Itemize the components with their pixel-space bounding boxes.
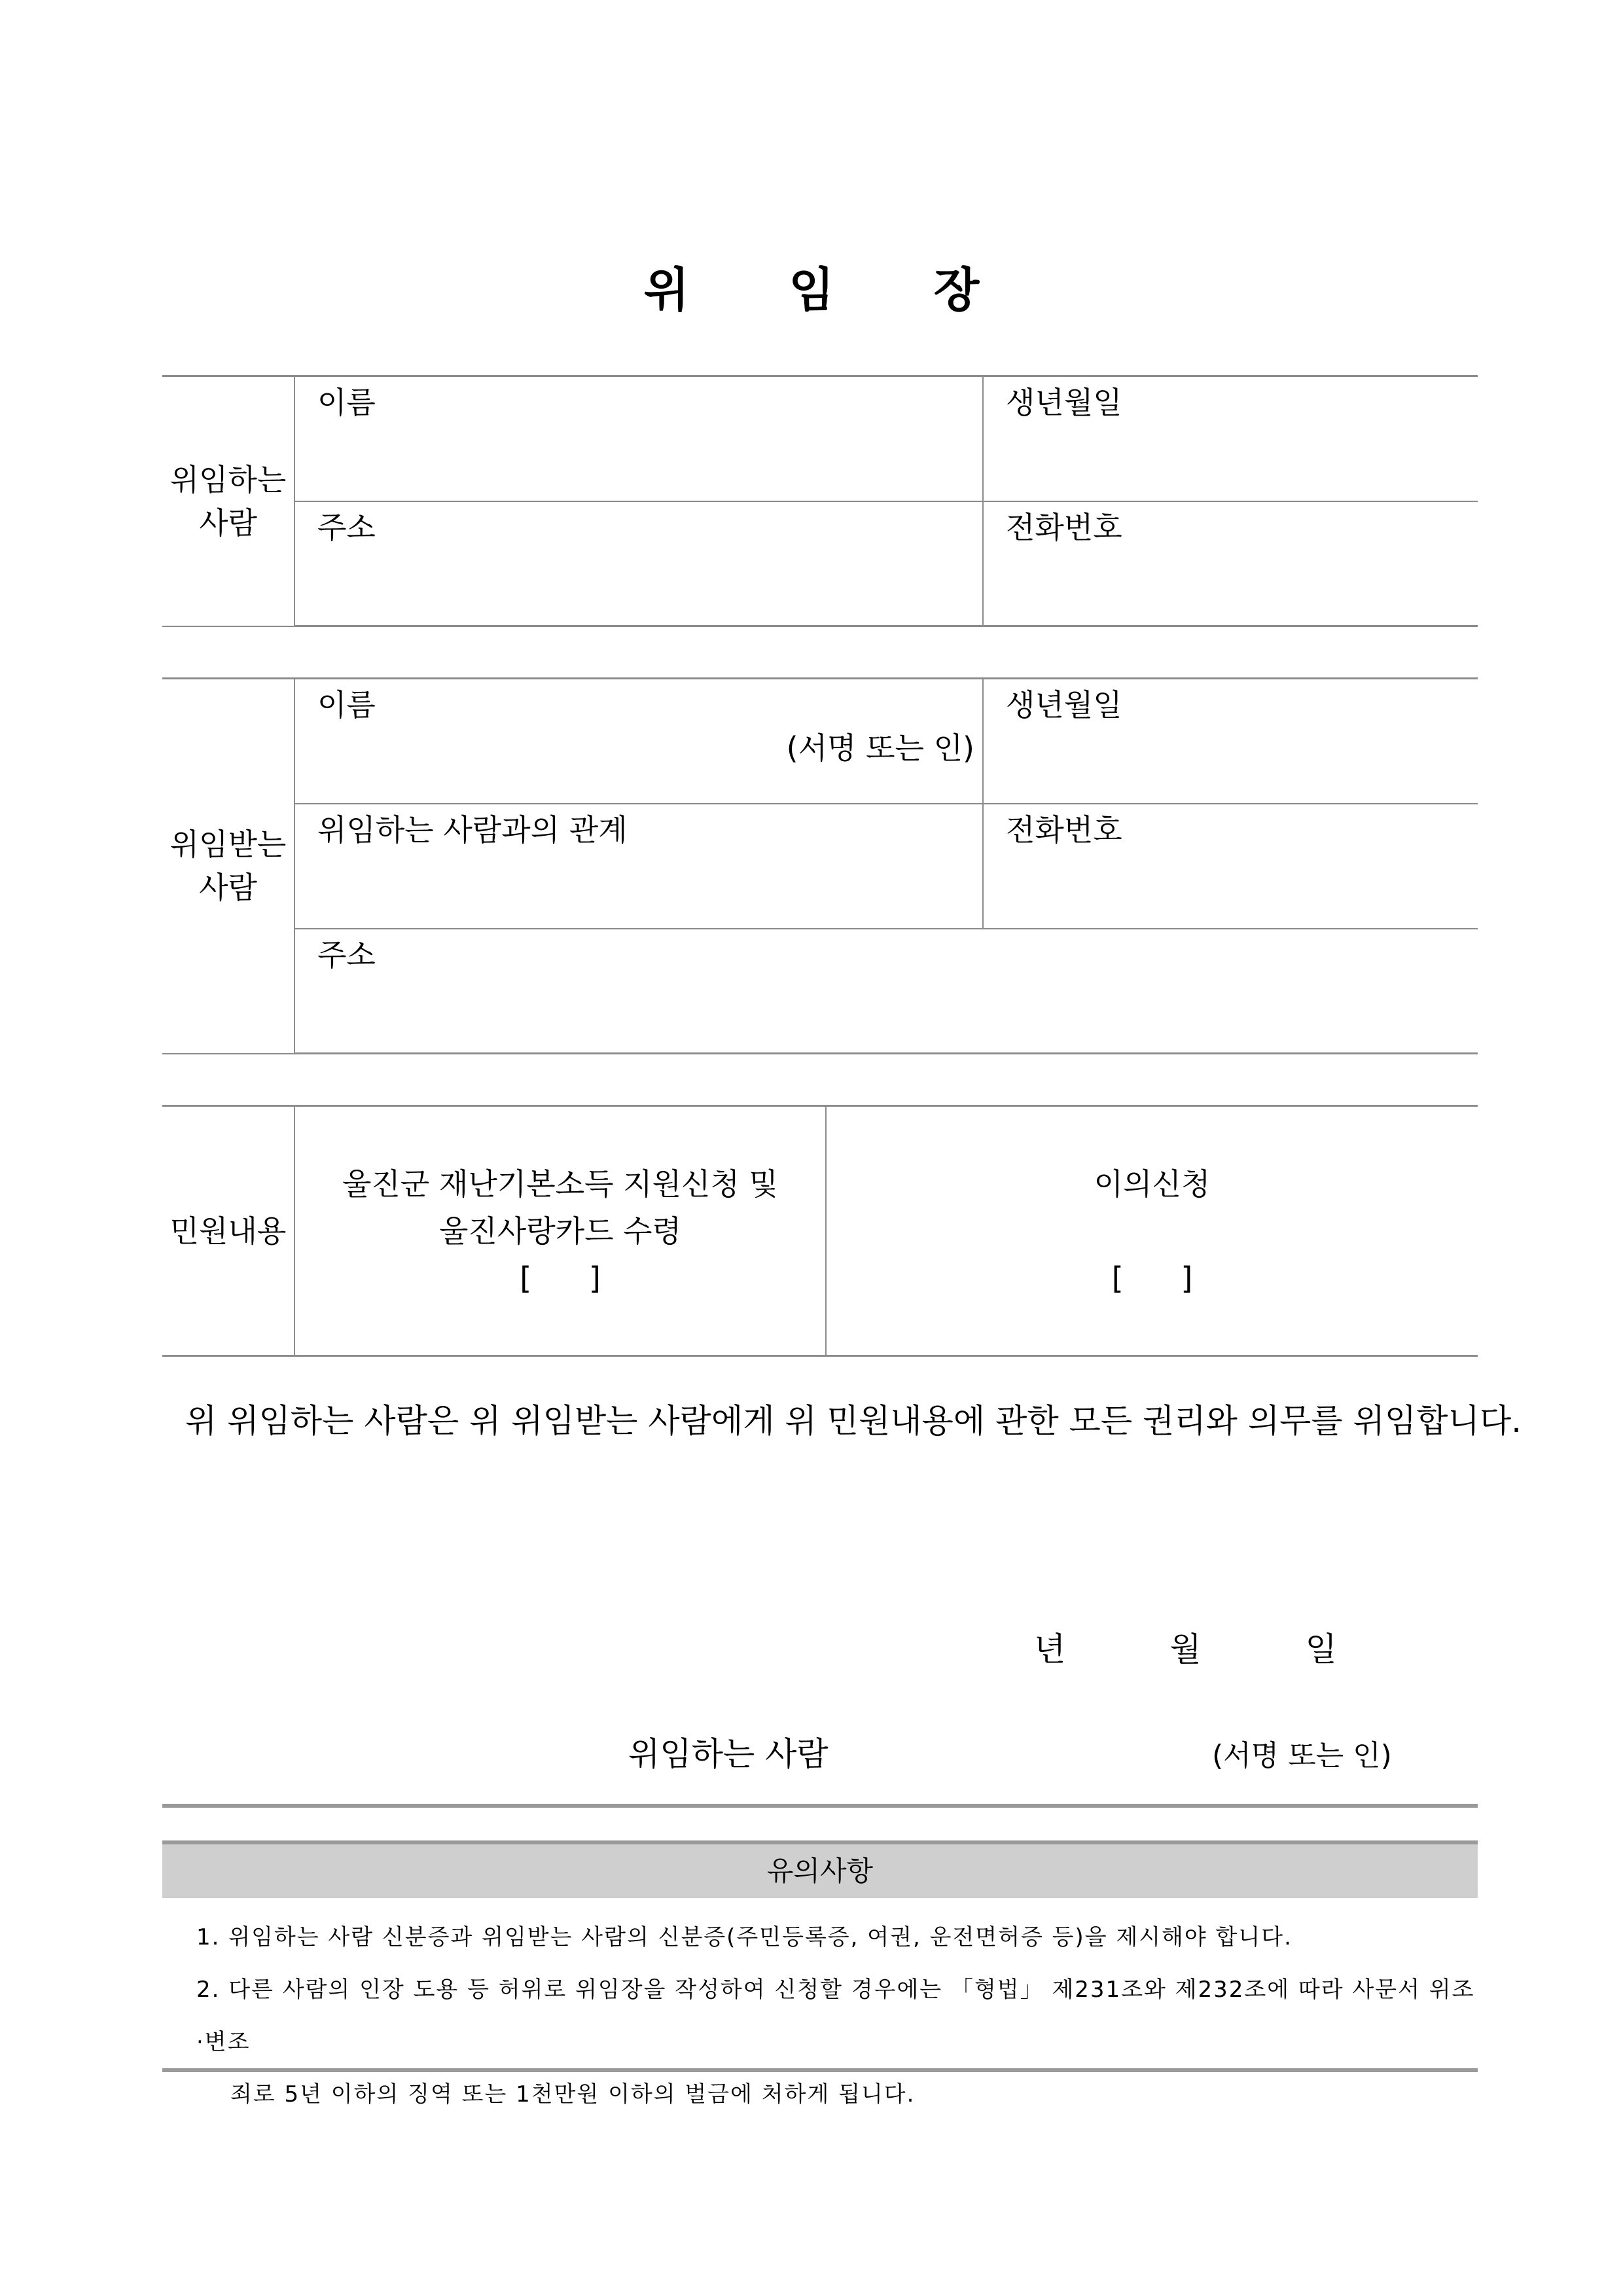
request-table (162, 1105, 1478, 1357)
field-label: 위임하는 사람과의 관계 (317, 812, 628, 848)
request-option-basic-income[interactable] (294, 1106, 826, 1356)
notice-item: 1. 위임하는 사람 신분증과 위임받는 사람의 신분증(주민등록증, 여권, 운전면허증 등)을 제시해야 합니다. (196, 1924, 1293, 1950)
date-month: 월 (1169, 1630, 1202, 1668)
title-char: 임 (789, 262, 834, 317)
delegate-table (162, 677, 1478, 1054)
field-label: 주소 (317, 937, 376, 973)
delegate-address-field[interactable] (294, 929, 1478, 1054)
request-row-header: 민원내용 (162, 1106, 294, 1356)
divider (162, 2068, 1478, 2072)
delegate-name-field[interactable] (294, 679, 983, 804)
row-header-line: 사람 (199, 505, 257, 541)
delegate-phone-field[interactable] (983, 804, 1478, 929)
document-title (0, 252, 1623, 320)
delegator-table (162, 375, 1478, 627)
field-label: 생년월일 (1006, 385, 1122, 420)
option-checkbox[interactable]: [ ] (1111, 1260, 1193, 1296)
delegator-birth-field[interactable] (983, 376, 1478, 501)
date-line[interactable] (1034, 1623, 1337, 1670)
option-checkbox[interactable]: [ ] (520, 1260, 601, 1296)
delegator-phone-field[interactable] (983, 501, 1478, 626)
delegation-statement: 위 위임하는 사람은 위 위임받는 사람에게 위 민원내용에 관한 모든 권리와 의무를 위임합니다. (185, 1402, 1522, 1440)
field-label: 전화번호 (1006, 509, 1122, 545)
delegate-row-header (162, 679, 294, 1054)
request-option-objection[interactable] (826, 1106, 1478, 1356)
delegator-signature-hint[interactable]: (서명 또는 인) (1212, 1739, 1392, 1772)
field-label: 주소 (317, 509, 376, 545)
delegate-birth-field[interactable] (983, 679, 1478, 804)
date-year: 년 (1034, 1630, 1066, 1668)
date-day: 일 (1305, 1630, 1337, 1668)
field-label: 전화번호 (1006, 812, 1122, 848)
delegator-name-field[interactable] (294, 376, 983, 501)
delegator-row-header (162, 376, 294, 626)
title-char: 위 (643, 262, 690, 317)
field-label: 생년월일 (1006, 687, 1122, 723)
row-header-line: 위임하는 (169, 461, 287, 497)
field-label: 이름 (317, 385, 376, 420)
option-text: 울진사랑카드 수령 (438, 1213, 682, 1249)
option-text: 이의신청 (1094, 1166, 1211, 1202)
field-label: 이름 (317, 687, 376, 723)
notice-item: 2. 다른 사람의 인장 도용 등 허위로 위임장을 작성하여 신청할 경우에는 「형법」 제231조와 제232조에 따라 사문서 위조·변조 (196, 1977, 1475, 2055)
notice-heading: 유의사항 (162, 1840, 1478, 1898)
delegator-signature-label: 위임하는 사람 (628, 1735, 829, 1773)
notice-item-continuation: 죄로 5년 이하의 징역 또는 1천만원 이하의 벌금에 처하게 됩니다. (230, 2081, 916, 2108)
divider (162, 1804, 1478, 1808)
row-header-line: 위임받는 (169, 827, 287, 863)
signature-hint: (서명 또는 인) (786, 730, 974, 766)
title-char: 장 (933, 262, 980, 317)
notice-list (196, 1911, 1479, 2121)
row-header-line: 사람 (199, 870, 257, 906)
delegate-relation-field[interactable] (294, 804, 983, 929)
option-text: 울진군 재난기본소득 지원신청 및 (342, 1166, 778, 1202)
delegator-address-field[interactable] (294, 501, 983, 626)
